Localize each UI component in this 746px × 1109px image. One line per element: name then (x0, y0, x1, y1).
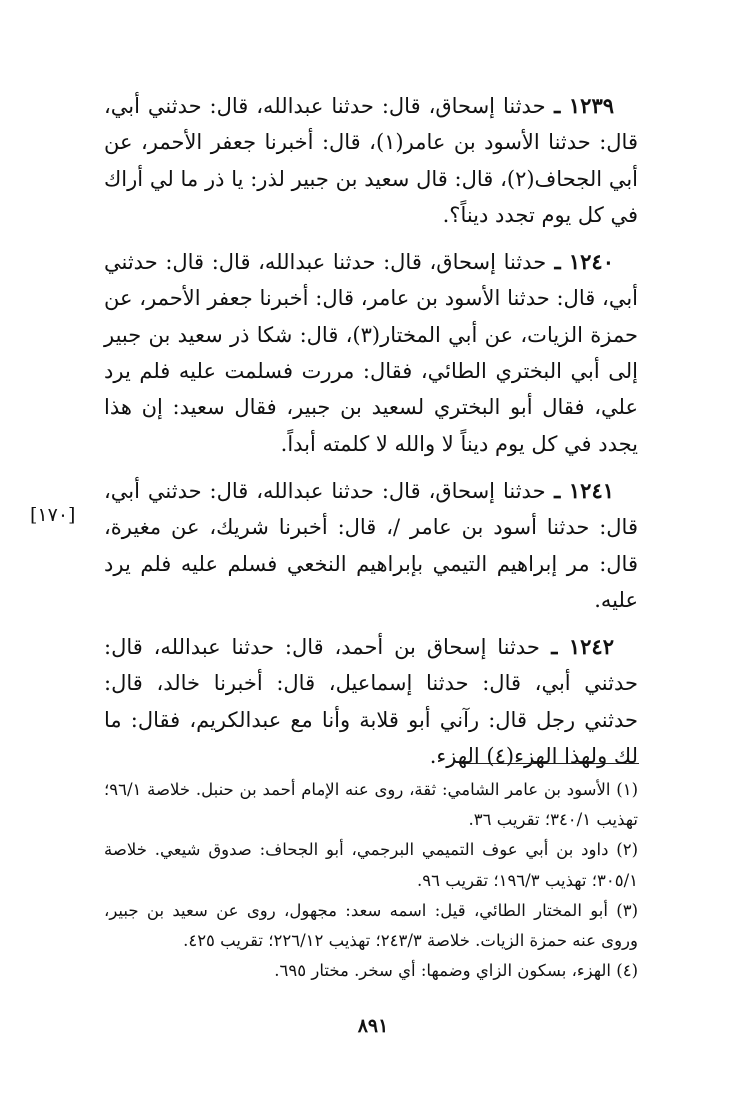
footnote: (١) الأسود بن عامر الشامي: ثقة، روى عنه الإمام أحمد بن حنبل. خلاصة ٩٦/١؛ تهذيب ٣٤٠/١؛ تقريب ٣٦. (104, 780, 638, 830)
hadith-text: حدثنا إسحاق، قال: حدثنا عبدالله، قال: حدثني أبي، قال: حدثنا الأسود بن عامر(١)، قال: أخبرنا جعفر الأحمر، عن أبي الجحاف(٢)، قال: قال سعيد بن جبير لذر: يا ذر ما لي أراك في كل يوم تجدد ديناً؟. (104, 94, 638, 227)
hadith-text: حدثنا إسحاق، قال: حدثنا عبدالله، قال: حدثني أبي، قال: حدثنا أسود بن عامر /، قال: أخبرنا شريك، عن مغيرة، قال: مر إبراهيم التيمي بإبراهيم النخعي فسلم عليه فلم يرد عليه. (104, 478, 638, 612)
footnote: (٤) الهزء، بسكون الزاي وضمها: أي سخر. مختار ٦٩٥. (274, 961, 638, 981)
manuscript-folio-reference: [١٧٠] (30, 504, 76, 526)
hadith-number: ١٢٤٠ (568, 249, 614, 275)
hadith-number: ١٢٤١ (568, 477, 615, 503)
footnotes (104, 775, 638, 986)
hadith-paragraph: ١٢٤٢ ـ حدثنا إسحاق بن أحمد، قال: حدثنا عبدالله، قال: حدثني أبي، قال: حدثنا إسماعيل، قال: أخبرنا خالد، قال: حدثني رجل قال: رآني أبو قلابة وأنا مع عبدالكريم، فقال: ما لك ولهذا الهزء(٤) الهزء. (104, 634, 638, 769)
main-text (104, 88, 638, 785)
hadith-number: ١٢٣٩ (568, 93, 615, 118)
hadith-number: ١٢٤٢ (568, 634, 614, 660)
hadith-text: حدثنا إسحاق بن أحمد، قال: حدثنا عبدالله، قال: حدثني أبي، قال: حدثنا إسماعيل، قال: أخبرنا خالد، قال: حدثني رجل قال: رآني أبو قلابة وأنا مع عبدالكريم، فقال: ما لك ولهذا الهزء(٤) الهزء. (104, 635, 638, 769)
hadith-paragraph: ١٢٤٠ ـ حدثنا إسحاق، قال: حدثنا عبدالله، قال: قال: حدثني أبي، قال: حدثنا الأسود بن عامر، قال: أخبرنا جعفر الأحمر، عن حمزة الزيات، عن أبي المختار(٣)، قال: شكا ذر سعيد بن جبير إلى أبي البختري الطائي، فقال: مررت فسلمت عليه فلم يرد علي، فقال أبو البختري لسعيد بن جبير، فقال سعيد: إن هذا يجدد في كل يوم ديناً لا والله لا كلمته أبداً. (104, 249, 638, 456)
footnote-divider (459, 763, 639, 764)
footnote: (٣) أبو المختار الطائي، قيل: اسمه سعد: مجهول، روى عن سعيد بن جبير، وروى عنه حمزة الزيات. خلاصة ٢٤٣/٣؛ تهذيب ٢٢٦/١٢؛ تقريب ٤٢٥. (104, 900, 638, 951)
hadith-text: حدثنا إسحاق، قال: حدثنا عبدالله، قال: قال: حدثني أبي، قال: حدثنا الأسود بن عامر، قال: أخبرنا جعفر الأحمر، عن حمزة الزيات، عن أبي المختار(٣)، قال: شكا ذر سعيد بن جبير إلى أبي البختري الطائي، فقال: مررت فسلمت عليه فلم يرد علي، فقال أبو البختري لسعيد بن جبير، فقال سعيد: إن هذا يجدد في كل يوم ديناً لا والله لا كلمته أبداً. (104, 250, 638, 456)
footnote: (٢) داود بن أبي عوف التميمي البرجمي، أبو الجحاف: صدوق شيعي. خلاصة ٣٠٥/١؛ تهذيب ١٩٦/٣؛ تقريب ٩٦. (104, 840, 638, 890)
hadith-paragraph: ١٢٣٩ ـ حدثنا إسحاق، قال: حدثنا عبدالله، قال: حدثني أبي، قال: حدثنا الأسود بن عامر(١)، قال: أخبرنا جعفر الأحمر، عن أبي الجحاف(٢)، قال: قال سعيد بن جبير لذر: يا ذر ما لي أراك في كل يوم تجدد ديناً؟. (104, 93, 638, 227)
page-number: ٨٩١ (357, 1015, 389, 1037)
hadith-paragraph: ١٢٤١ ـ حدثنا إسحاق، قال: حدثنا عبدالله، قال: حدثني أبي، قال: حدثنا أسود بن عامر /، قال: أخبرنا شريك، عن مغيرة، قال: مر إبراهيم التيمي بإبراهيم النخعي فسلم عليه فلم يرد عليه. (104, 477, 638, 612)
